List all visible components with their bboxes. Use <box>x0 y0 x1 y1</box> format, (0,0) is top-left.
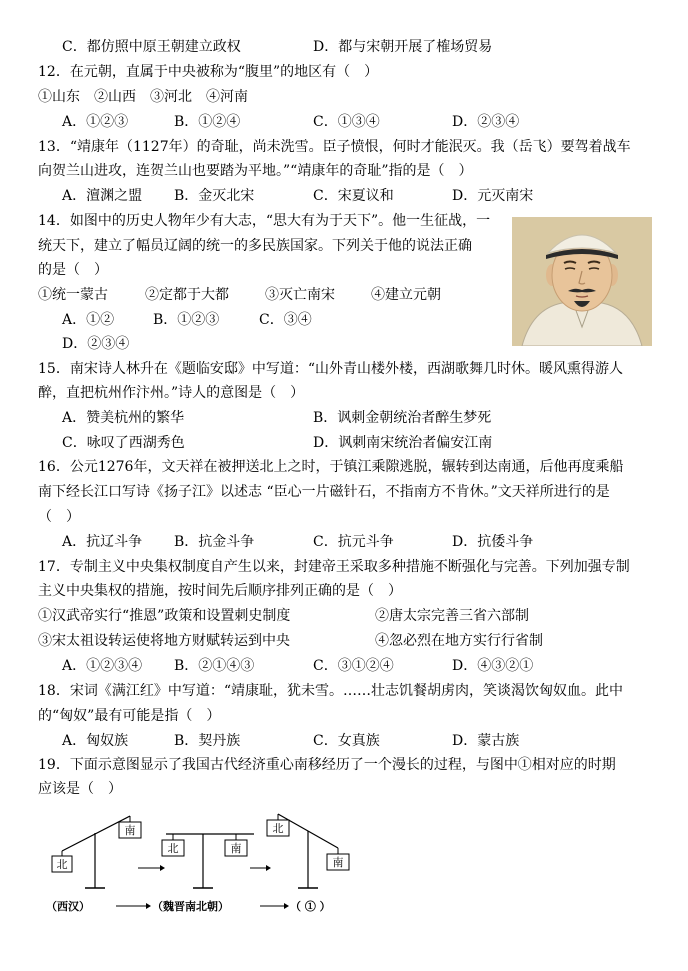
q13-line2: 向贺兰山进攻，连贺兰山也要踏为平地。”“靖康年的奇耻”指的是（ ） <box>38 163 473 179</box>
q14-option-b: B．①②③ <box>153 312 220 328</box>
scale-period-1 <box>267 814 349 888</box>
q17-option-d: D．④③②① <box>452 658 534 674</box>
q16-line2: 南下经长江口写诗《扬子江》以述志 “臣心一片磁针石，不指南方不肯休。”文天祥所进行的是 <box>38 484 610 500</box>
q13-option-c: C．宋夏议和 <box>313 188 394 204</box>
period-label-2: （魏晋南北朝） <box>152 900 229 913</box>
q16-line1: 16．公元1276年，文天祥在被押送北上之时，于镇江乘隙逃脱，辗转到达南通，后他再度乘船 <box>38 459 624 475</box>
q14-option-d: D．②③④ <box>62 336 130 352</box>
q14-line3: 的是（ ） <box>38 262 108 278</box>
q19-line1: 19．下面示意图显示了我国古代经济重心南移经历了一个漫长的过程，与图中①相对应的时期 <box>38 757 616 773</box>
q12-stem: 12．在元朝，直属于中央被称为“腹里”的地区有（ ） <box>38 64 379 80</box>
q17-item2: ②唐太宗完善三省六部制 <box>375 608 529 624</box>
label-arrow-2-head <box>284 903 289 909</box>
q17-item1: ①汉武帝实行“推恩”政策和设置刺史制度 <box>38 608 291 624</box>
north-label: 北 <box>56 858 68 871</box>
scale-wei-jin <box>162 834 254 888</box>
q17-option-b: B．②①④③ <box>174 658 255 674</box>
arrow-1-head <box>160 865 165 871</box>
historical-figure-portrait <box>512 217 652 346</box>
q12-option-c: C．①③④ <box>313 114 380 130</box>
q15-line1: 15．南宋诗人林升在《题临安邸》中写道：“山外青山楼外楼，西湖歌舞几时休。暖风熏得游人 <box>38 361 623 377</box>
period-label-1: （西汉） <box>46 900 90 913</box>
q15-option-b: B．讽刺金朝统治者醉生梦死 <box>313 410 492 426</box>
q18-option-b: B．契丹族 <box>174 733 241 749</box>
q17-item3: ③宋太祖设转运使将地方财赋转运到中央 <box>38 633 290 649</box>
q14-line1: 14．如图中的历史人物年少有大志，“思大有为于天下”。他一生征战，一 <box>38 213 491 229</box>
q15-line2: 醉，直把杭州作汴州。”诗人的意图是（ ） <box>38 385 305 401</box>
q17-option-c: C．③①②④ <box>313 658 394 674</box>
north-label: 北 <box>272 822 284 835</box>
q13-line1: 13．“靖康年（1127年）的奇耻，尚未洗雪。臣子愤恨，何时才能泯灭。我（岳飞）要驾着战车 <box>38 139 631 155</box>
q14-item1: ①统一蒙古 <box>38 287 108 303</box>
south-label: 南 <box>230 842 242 855</box>
q13-option-d: D．元灭南宋 <box>452 188 534 204</box>
q14-item2: ②定都于大都 <box>145 287 229 303</box>
south-label: 南 <box>332 856 344 869</box>
q12-items: ①山东 ②山西 ③河北 ④河南 <box>38 89 248 105</box>
q14-item3: ③灭亡南宋 <box>265 287 335 303</box>
scale-western-han <box>52 816 141 888</box>
q16-option-c: C．抗元斗争 <box>313 534 394 550</box>
q17-line1: 17．专制主义中央集权制度自产生以来，封建帝王采取多种措施不断强化与完善。下列加强专制 <box>38 559 630 575</box>
q12-option-d: D．②③④ <box>452 114 520 130</box>
q18-option-d: D．蒙古族 <box>452 733 520 749</box>
q12-option-a: A．①②③ <box>62 114 129 130</box>
q18-line2: 的“匈奴”最有可能是指（ ） <box>38 708 221 724</box>
q18-option-c: C．女真族 <box>313 733 380 749</box>
q19-line2: 应该是（ ） <box>38 781 122 797</box>
q12-option-b: B．①②④ <box>174 114 241 130</box>
arrow-2-head <box>266 865 271 871</box>
q17-option-a: A．①②③④ <box>62 658 143 674</box>
q16-line3: （ ） <box>38 509 80 525</box>
q15-option-d: D．讽刺南宋统治者偏安江南 <box>313 435 493 451</box>
q17-line2: 主义中央集权的措施，按时间先后顺序排列正确的是（ ） <box>38 583 402 599</box>
q18-option-a: A．匈奴族 <box>62 733 129 749</box>
q13-option-b: B．金灭北宋 <box>174 188 255 204</box>
q18-line1: 18．宋词《满江红》中写道：“靖康耻，犹未雪。……壮志饥餐胡虏肉，笑谈渴饮匈奴血。此中 <box>38 683 623 699</box>
q11-option-d: D．都与宋朝开展了榷场贸易 <box>313 39 493 55</box>
q14-option-a: A．①② <box>62 312 115 328</box>
q14-item4: ④建立元朝 <box>371 287 441 303</box>
q14-option-c: C．③④ <box>259 312 312 328</box>
south-label: 南 <box>124 824 136 837</box>
q15-option-c: C．咏叹了西湖秀色 <box>62 435 185 451</box>
q16-option-d: D．抗倭斗争 <box>452 534 534 550</box>
economic-center-diagram <box>38 808 398 918</box>
q15-option-a: A．赞美杭州的繁华 <box>62 410 185 426</box>
label-arrow-1-head <box>146 903 151 909</box>
q13-option-a: A．澶渊之盟 <box>62 188 143 204</box>
q16-option-b: B．抗金斗争 <box>174 534 255 550</box>
q17-item4: ④忽必烈在地方实行行省制 <box>375 633 543 649</box>
q16-option-a: A．抗辽斗争 <box>62 534 143 550</box>
period-label-3: （ ① ） <box>290 900 331 913</box>
q14-line2: 统天下，建立了幅员辽阔的统一的多民族国家。下列关于他的说法正确 <box>38 238 472 254</box>
north-label: 北 <box>167 842 179 855</box>
q11-option-c: C．都仿照中原王朝建立政权 <box>62 39 241 55</box>
